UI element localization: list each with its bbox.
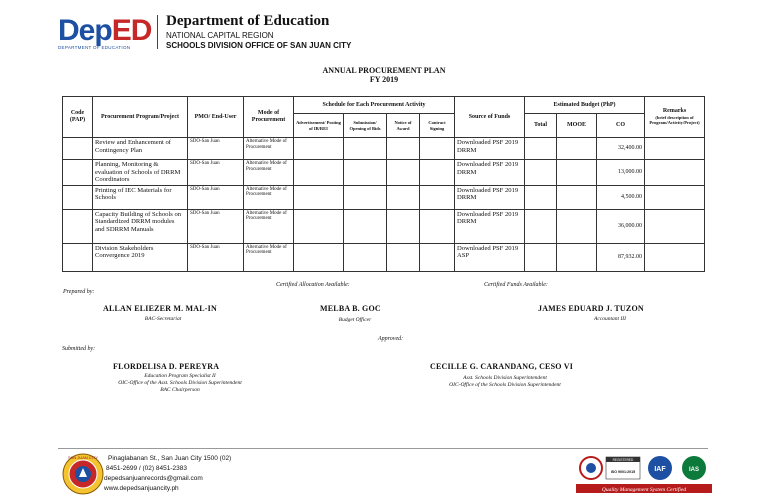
iaf-label: IAF [654, 466, 666, 473]
certification-badges [576, 452, 712, 494]
cell-co: 36,000.00 [597, 209, 645, 243]
procurement-table [62, 96, 705, 272]
cell-mode: Alternative Mode of Procurement [244, 138, 294, 160]
header-mooe: MOOE [557, 114, 597, 138]
submitter-name: FLORDELISA D. PEREYRA [113, 362, 220, 371]
table-row [63, 185, 705, 209]
department-title: Department of Education [166, 13, 330, 29]
header-co: CO [597, 114, 645, 138]
cell-source: Downloaded PSF 2019 DRRM [455, 160, 525, 186]
cell-project: Review and Enhancement of Contingency Plan [93, 138, 188, 160]
footer-divider [58, 448, 708, 449]
approver-name: CECILLE G. CARANDANG, CESO VI [430, 362, 574, 371]
cell-mode: Alternative Mode of Procurement [244, 243, 294, 271]
approver-role-1: Asst. Schools Division Superintendent [463, 375, 547, 381]
footer-email: depedsanjuanrecords@gmail.com [104, 475, 203, 482]
submitter-role-1: Education Program Specialist II [144, 373, 216, 379]
header-sched-notice: Notice of Award [387, 114, 420, 138]
remarks-sublabel: (brief description of Program/Activity/Project) [649, 115, 700, 126]
budget-officer-name: MELBA B. GOC [320, 304, 381, 313]
submitted-by-label: Submitted by: [62, 346, 96, 352]
accountant-name: JAMES EDUARD J. TUZON [538, 304, 644, 313]
cell-source: Downloaded PSF 2019 DRRM [455, 185, 525, 209]
cell-co: 13,000.00 [597, 160, 645, 186]
header-code: Code (PAP) [63, 97, 93, 138]
header-sched-contract: Contract Signing [420, 114, 455, 138]
footer-address: Pinaglabanan St., San Juan City 1500 (02) [108, 455, 232, 462]
table-row [63, 209, 705, 243]
cell-project: Planning, Monitoring & evaluation of Schools of DRRM Coordinators [93, 160, 188, 186]
header-schedule: Schedule for Each Procurement Activity [294, 97, 455, 114]
cell-project: Capacity Building of Schools on Standardized DRRM modules and SDRRM Manuals [93, 209, 188, 243]
header-sched-ads: Advertisement/ Posting of IB/REI [294, 114, 344, 138]
cell-pmo: SDO-San Juan [188, 209, 244, 243]
table-row [63, 243, 705, 271]
cell-pmo: SDO-San Juan [188, 185, 244, 209]
cell-project: Division Stakeholders Convergence 2019 [93, 243, 188, 271]
submitter-role-2: OIC-Office of the Asst. Schools Division Superintendent [118, 380, 242, 386]
table-row [63, 160, 705, 186]
iso-label: ISO 9001:2015 [610, 470, 636, 474]
header-project: Procurement Program/Project [93, 97, 188, 138]
division-title: SCHOOLS DIVISION OFFICE OF SAN JUAN CITY [166, 41, 352, 50]
seal-label: SAN JUAN CITY [67, 455, 99, 460]
header-sched-submission: Submission/ Opening of Bids [344, 114, 387, 138]
accountant-role: Accountant III [594, 316, 626, 322]
san-juan-seal-icon [62, 453, 104, 495]
iso-registered-label: REGISTERED [612, 458, 634, 462]
submitter-role-3: BAC Chairperson [160, 387, 200, 393]
footer-website: www.depedsanjuancity.ph [104, 485, 179, 492]
logo-subtitle: DEPARTMENT OF EDUCATION [58, 45, 131, 50]
prepared-by-label: Prepared by: [63, 289, 95, 295]
cell-pmo: SDO-San Juan [188, 243, 244, 271]
cell-code [63, 185, 93, 209]
plan-title: ANNUAL PROCUREMENT PLAN [322, 66, 446, 75]
cell-code [63, 138, 93, 160]
cell-code [63, 209, 93, 243]
cell-code [63, 243, 93, 271]
cell-source: Downloaded PSF 2019 DRRM [455, 209, 525, 243]
remarks-label: Remarks [662, 108, 687, 115]
cell-co: 4,500.00 [597, 185, 645, 209]
deped-logo: DepED [58, 14, 152, 47]
budget-officer-role: Budget Officer [338, 317, 372, 323]
cell-code [63, 160, 93, 186]
preparer-name: ALLAN ELIEZER M. MAL-IN [103, 304, 217, 313]
header-budget: Estimated Budget (PhP) [525, 97, 645, 114]
cell-source: Downloaded PSF 2019 ASP [455, 243, 525, 271]
header-total: Total [525, 114, 557, 138]
cell-mode: Alternative Mode of Procurement [244, 209, 294, 243]
header-remarks [645, 97, 705, 138]
cell-co: 87,932.00 [597, 243, 645, 271]
header-mode: Mode of Procurement [244, 97, 294, 138]
plan-year: FY 2019 [369, 75, 399, 84]
preparer-role: BAC-Secretariat [144, 316, 182, 322]
approved-label: Approved: [378, 336, 404, 342]
table-row [63, 138, 705, 160]
cell-co: 32,400.00 [597, 138, 645, 160]
footer-phone: 8451-2699 / (02) 8451-2383 [106, 465, 187, 472]
header-pmo: PMO/ End-User [188, 97, 244, 138]
ias-label: IAS [688, 467, 700, 473]
cell-project: Printing of IEC Materials for Schools [93, 185, 188, 209]
qms-label: Quality Management System Certified [601, 487, 687, 493]
region-title: NATIONAL CAPITAL REGION [166, 31, 274, 40]
cell-pmo: SDO-San Juan [188, 160, 244, 186]
approver-role-2: OIC-Office of the Schools Division Superintendent [449, 382, 561, 388]
header-source: Source of Funds [455, 97, 525, 138]
cell-source: Downloaded PSF 2019 DRRM [455, 138, 525, 160]
cell-mode: Alternative Mode of Procurement [244, 185, 294, 209]
cell-mode: Alternative Mode of Procurement [244, 160, 294, 186]
header-divider [157, 15, 158, 49]
certified-funds-label: Certified Funds Available: [484, 282, 548, 288]
certified-allocation-label: Certified Allocation Available: [276, 282, 350, 288]
cell-pmo: SDO-San Juan [188, 138, 244, 160]
